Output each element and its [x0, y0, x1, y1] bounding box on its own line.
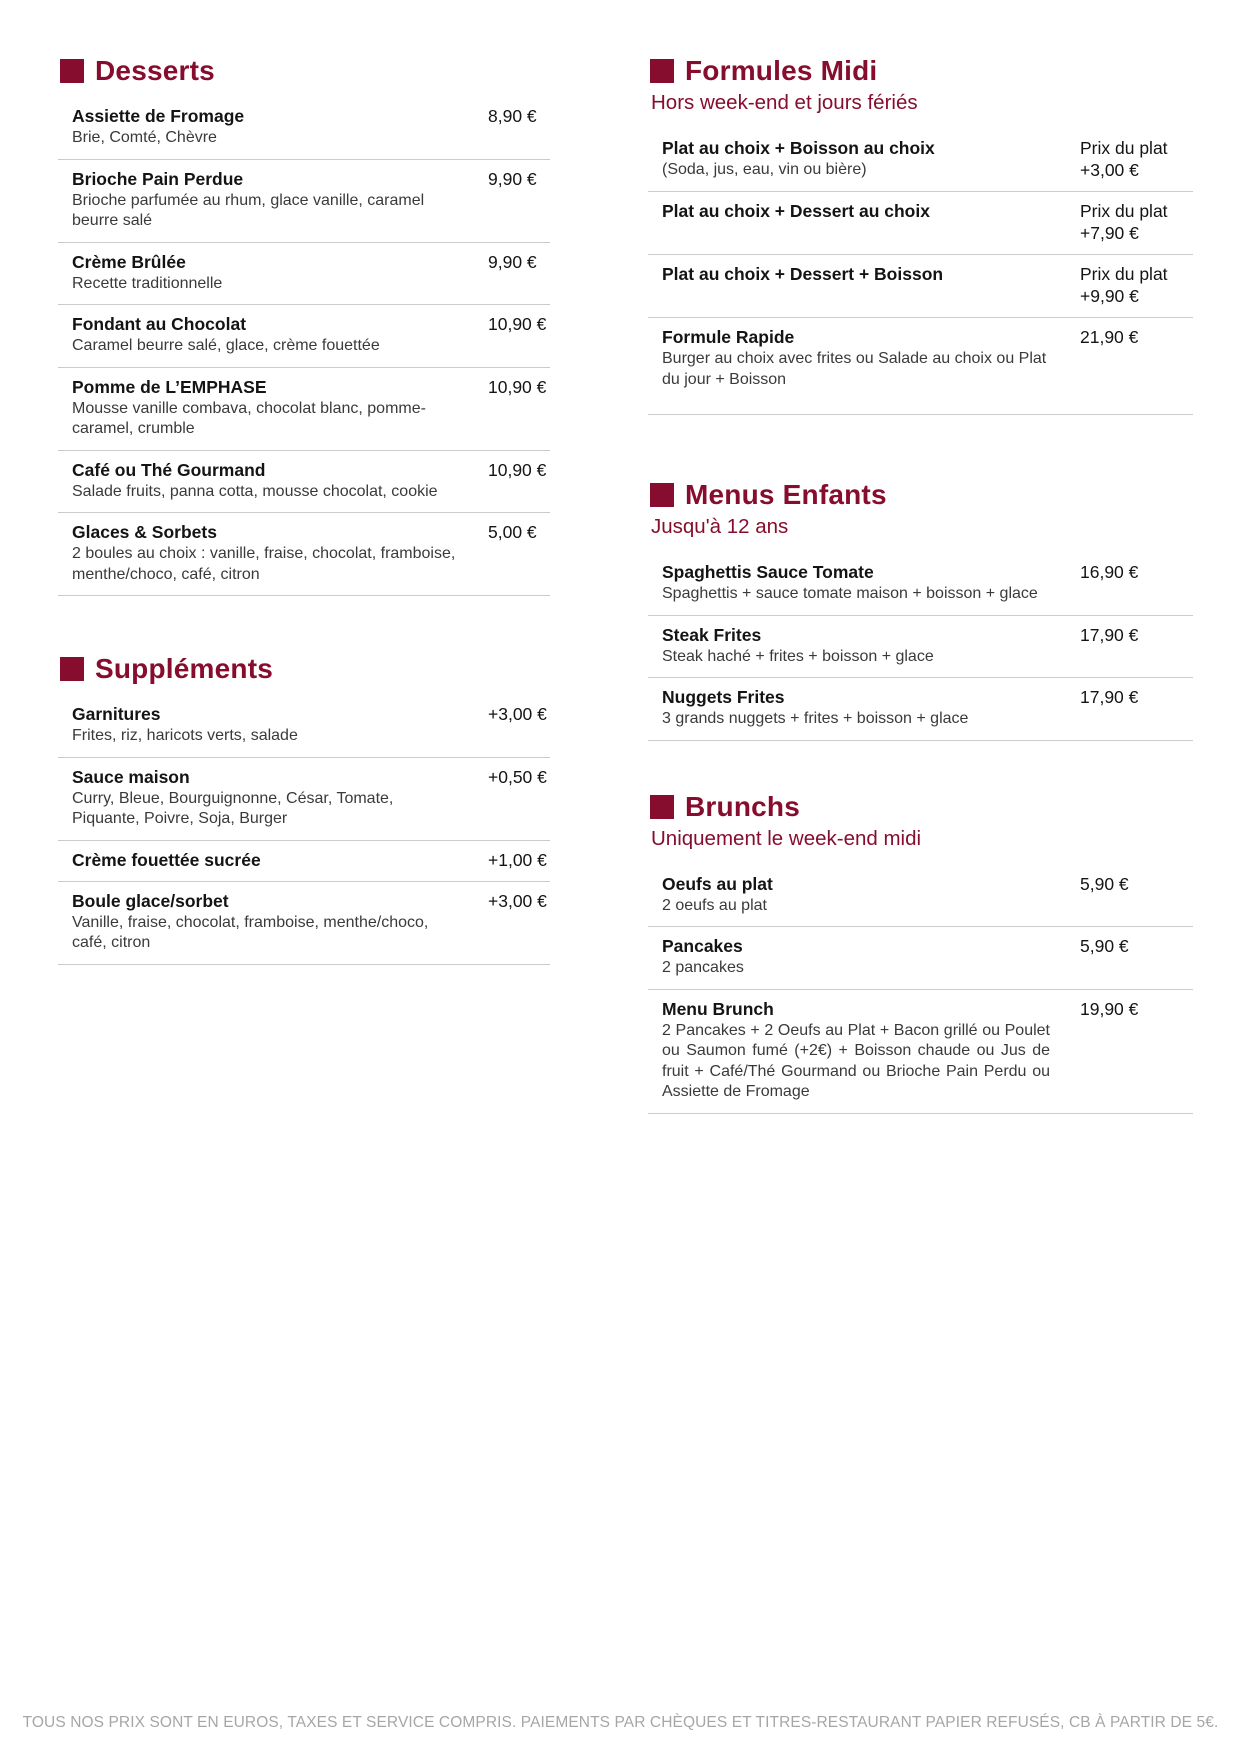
menu-column-right: [648, 55, 1193, 1114]
section-title: Menus Enfants: [685, 479, 887, 510]
section-header: [60, 653, 550, 685]
item-price: 5,90 €: [1080, 936, 1129, 956]
section-subtitle: Jusqu'à 12 ans: [651, 515, 789, 538]
price-value: +7,90 €: [1080, 223, 1139, 243]
menu-item-row: [648, 255, 1193, 318]
item-name: Café ou Thé Gourmand: [72, 459, 266, 480]
item-name: Pomme de L’EMPHASE: [72, 376, 267, 397]
item-description: 2 boules au choix : vanille, fraise, chocolat, framboise, menthe/choco, café, citron: [72, 545, 456, 583]
menu-item-row: [648, 129, 1193, 192]
menu-item-row: [58, 841, 550, 882]
section-title: Suppléments: [95, 653, 274, 684]
menu-item-row: [58, 695, 550, 758]
item-description: (Soda, jus, eau, vin ou bière): [662, 161, 867, 178]
section-desserts: [58, 55, 550, 596]
price-value: +3,00 €: [1080, 160, 1139, 180]
item-name: Oeufs au plat: [662, 873, 773, 894]
section-subtitle: Uniquement le week-end midi: [651, 826, 922, 850]
item-description: Caramel beurre salé, glace, crème fouettée: [72, 337, 380, 354]
item-price: [1080, 200, 1193, 244]
section-title: Formules Midi: [685, 55, 878, 86]
section-bullet-icon: [60, 657, 84, 681]
item-description: Brioche parfumée au rhum, glace vanille, caramel beurre salé: [72, 191, 425, 229]
item-description: Salade fruits, panna cotta, mousse chocolat, cookie: [72, 482, 438, 500]
item-price: 17,90 €: [1080, 624, 1139, 645]
footer-note: TOUS NOS PRIX SONT EN EUROS, TAXES ET SERVICE COMPRIS. PAIEMENTS PAR CHÈQUES ET TITRES-RESTAURANT PAPIER REFUSÉS, CB À PARTIR DE 5€.: [22, 1714, 1219, 1731]
item-price: 5,90 €: [1080, 873, 1129, 894]
item-description: 2 Pancakes + 2 Oeufs au Plat + Bacon grillé ou Poulet ou Saumon fumé (+2€) + Boisson chaude ou Jus de fruit + Café/Thé Gourmand ou Brioche Pain Perdu ou Assiette de Fromage: [662, 1021, 1050, 1100]
item-price: +1,00 €: [488, 849, 547, 870]
menu-item-row: [58, 758, 550, 841]
section-supplements: [58, 653, 550, 965]
item-price: +3,00 €: [488, 890, 547, 911]
item-price: 21,90 €: [1080, 327, 1139, 347]
item-price: 17,90 €: [1080, 687, 1139, 707]
item-name: Crème fouettée sucrée: [72, 849, 261, 870]
menu-item-row: [648, 927, 1193, 990]
menu-item-row: [58, 97, 550, 160]
item-name: Crème Brûlée: [72, 251, 186, 272]
item-name: Plat au choix + Dessert + Boisson: [662, 264, 944, 284]
item-price: [1080, 137, 1193, 181]
item-description: Mousse vanille combava, chocolat blanc, pomme-caramel, crumble: [72, 399, 426, 437]
price-label: Prix du plat: [1080, 201, 1168, 221]
item-description: 2 oeufs au plat: [662, 896, 767, 914]
menu-item-row: [648, 318, 1193, 415]
item-price: 5,00 €: [488, 522, 537, 542]
section-bullet-icon: [650, 795, 674, 819]
section-header: [650, 791, 1193, 823]
item-name: Assiette de Fromage: [72, 106, 245, 126]
item-price: 9,90 €: [488, 168, 537, 189]
item-price: 9,90 €: [488, 251, 537, 272]
item-price: 16,90 €: [1080, 562, 1139, 582]
price-label: Prix du plat: [1080, 138, 1168, 158]
item-description: Frites, riz, haricots verts, salade: [72, 727, 298, 744]
item-name: Fondant au Chocolat: [72, 314, 247, 334]
item-name: Sauce maison: [72, 766, 190, 787]
price-value: +9,90 €: [1080, 286, 1139, 306]
item-price: 10,90 €: [488, 314, 547, 334]
menu-column-left: [58, 55, 550, 965]
menu-item-row: [648, 192, 1193, 255]
menu-item-row: [58, 513, 550, 596]
price-label: Prix du plat: [1080, 264, 1168, 284]
item-name: Formule Rapide: [662, 327, 795, 347]
item-name: Plat au choix + Boisson au choix: [662, 138, 935, 158]
item-name: Plat au choix + Dessert au choix: [662, 201, 930, 221]
item-name: Spaghettis Sauce Tomate: [662, 562, 874, 582]
item-price: 10,90 €: [488, 376, 547, 397]
item-description: 3 grands nuggets + frites + boisson + glace: [662, 710, 969, 727]
item-name: Steak Frites: [662, 624, 762, 645]
section-header: [650, 55, 1193, 87]
section-brunchs: [648, 791, 1193, 1114]
menu-item-row: [58, 305, 550, 368]
item-description: Curry, Bleue, Bourguignonne, César, Tomate, Piquante, Poivre, Soja, Burger: [72, 789, 394, 827]
item-price: [1080, 263, 1193, 307]
item-name: Glaces & Sorbets: [72, 522, 217, 542]
section-header: [650, 479, 1193, 511]
item-price: +3,00 €: [488, 704, 547, 724]
item-description: Steak haché + frites + boisson + glace: [662, 647, 934, 665]
item-price: +0,50 €: [488, 766, 547, 787]
menu-item-row: [648, 678, 1193, 741]
menu-item-row: [58, 451, 550, 514]
menu-item-row: [648, 616, 1193, 679]
item-name: Pancakes: [662, 936, 743, 956]
menu-item-row: [58, 368, 550, 451]
section-title: Brunchs: [685, 790, 800, 822]
item-description: Vanille, fraise, chocolat, framboise, menthe/choco, café, citron: [72, 913, 429, 951]
section-bullet-icon: [650, 483, 674, 507]
item-description: Burger au choix avec frites ou Salade au choix ou Plat du jour + Boisson: [662, 350, 1047, 388]
menu-item-row: [58, 243, 550, 306]
item-description: Spaghettis + sauce tomate maison + boisson + glace: [662, 585, 1038, 602]
item-name: Brioche Pain Perdue: [72, 168, 244, 189]
section-subtitle: Hors week-end et jours fériés: [651, 91, 918, 114]
item-price: 10,90 €: [488, 459, 547, 480]
section-title: Desserts: [95, 55, 215, 86]
section-formules-midi: [648, 55, 1193, 415]
item-price: 19,90 €: [1080, 998, 1139, 1019]
item-name: Menu Brunch: [662, 998, 774, 1019]
item-name: Nuggets Frites: [662, 687, 785, 707]
item-description: Brie, Comté, Chèvre: [72, 129, 217, 146]
item-description: 2 pancakes: [662, 959, 744, 976]
menu-item-row: [648, 990, 1193, 1114]
item-name: Boule glace/sorbet: [72, 890, 229, 911]
section-bullet-icon: [650, 59, 674, 83]
menu-item-row: [58, 882, 550, 965]
section-header: [60, 55, 550, 87]
menu-item-row: [648, 865, 1193, 928]
menu-item-row: [58, 160, 550, 243]
item-description: Recette traditionnelle: [72, 274, 223, 292]
section-menus-enfants: [648, 479, 1193, 741]
item-price: 8,90 €: [488, 106, 537, 126]
section-bullet-icon: [60, 59, 84, 83]
menu-item-row: [648, 553, 1193, 616]
item-name: Garnitures: [72, 704, 161, 724]
